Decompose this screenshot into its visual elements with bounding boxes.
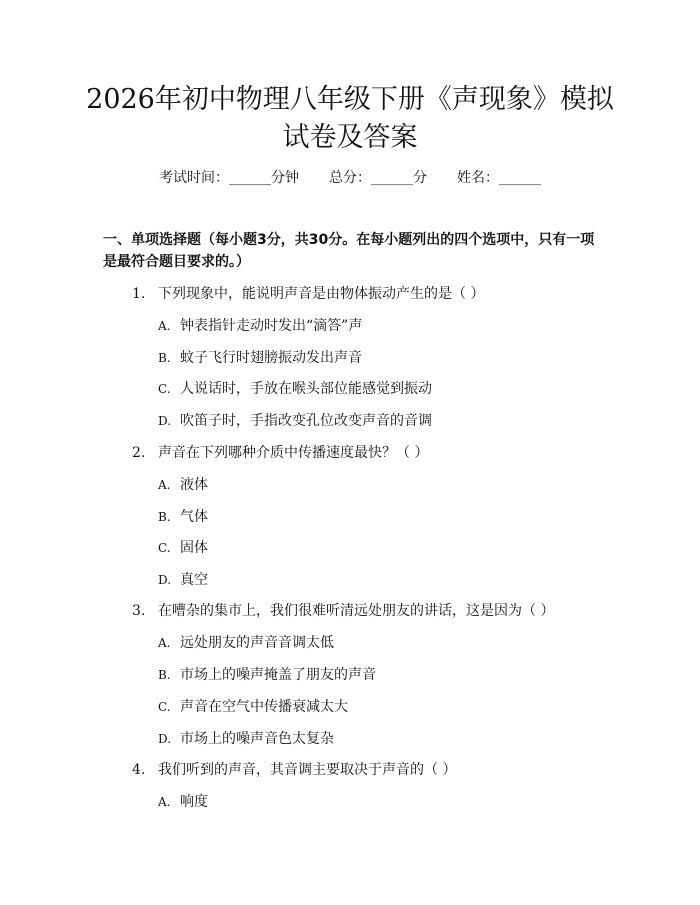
question-3-option-c — [158, 696, 348, 716]
question-text: 在嘈杂的集市上，我们很难听清远处朋友的讲话，这是因为（ ） — [158, 603, 555, 619]
question-2-option-b — [158, 506, 208, 526]
option-text: 声音在空气中传播衰减太大 — [180, 699, 348, 715]
option-letter: C. — [158, 700, 171, 714]
option-text: 钟表指针走动时发出“滴答”声 — [180, 318, 363, 334]
option-text: 液体 — [180, 477, 208, 493]
section-heading-line-2: 是最符合题目要求的。） — [103, 254, 250, 270]
question-1 — [132, 283, 484, 303]
question-4 — [132, 759, 456, 779]
option-letter: B. — [158, 351, 171, 365]
option-text: 远处朋友的声音音调太低 — [180, 635, 334, 651]
question-3-option-b — [158, 664, 376, 684]
student-name-field: 姓名：______ — [457, 170, 541, 186]
question-4-option-a — [158, 791, 208, 811]
option-text: 人说话时，手放在喉头部位能感觉到振动 — [180, 381, 432, 397]
option-text: 气体 — [180, 509, 208, 525]
question-1-option-a — [158, 315, 362, 335]
page-title-line-1: 2026年初中物理八年级下册《声现象》模拟 — [86, 84, 614, 115]
question-number: 1. — [132, 286, 146, 302]
exam-meta — [0, 167, 700, 187]
option-text: 市场上的噪声掩盖了朋友的声音 — [180, 667, 376, 683]
option-letter: D. — [158, 732, 172, 746]
option-text: 真空 — [180, 572, 208, 588]
option-letter: C. — [158, 541, 171, 555]
question-2-option-d — [158, 569, 208, 589]
question-2-option-a — [158, 474, 208, 494]
option-letter: A. — [158, 636, 171, 650]
question-1-option-d — [158, 410, 432, 430]
total-score-field: 总分：______分 — [329, 170, 427, 186]
page-title-line-2: 试卷及答案 — [282, 122, 418, 153]
option-text: 响度 — [180, 794, 208, 810]
option-letter: D. — [158, 414, 172, 428]
option-letter: C. — [158, 382, 171, 396]
question-1-option-c — [158, 378, 432, 398]
question-number: 2. — [132, 445, 146, 461]
option-text: 市场上的噪声音色太复杂 — [180, 731, 334, 747]
option-letter: A. — [158, 319, 171, 333]
option-text: 蚊子飞行时翅膀振动发出声音 — [180, 350, 362, 366]
question-3-option-d — [158, 728, 334, 748]
question-2 — [132, 442, 428, 462]
exam-time-field: 考试时间：______分钟 — [159, 170, 299, 186]
option-letter: A. — [158, 795, 171, 809]
option-letter: B. — [158, 668, 171, 682]
question-text: 声音在下列哪种介质中传播速度最快？（ ） — [158, 445, 429, 461]
option-text: 固体 — [180, 540, 208, 556]
question-text: 下列现象中，能说明声音是由物体振动产生的是（ ） — [158, 286, 485, 302]
option-text: 吹笛子时，手指改变孔位改变声音的音调 — [180, 413, 432, 429]
question-1-option-b — [158, 347, 362, 367]
question-3-option-a — [158, 632, 334, 652]
question-3 — [132, 600, 554, 620]
option-letter: B. — [158, 510, 171, 524]
section-heading — [103, 229, 603, 273]
section-heading-line-1: 一、单项选择题（每小题3分，共30分。在每小题列出的四个选项中，只有一项 — [103, 232, 595, 248]
option-letter: D. — [158, 573, 172, 587]
question-number: 4. — [132, 762, 146, 778]
question-text: 我们听到的声音，其音调主要取决于声音的（ ） — [158, 762, 457, 778]
question-number: 3. — [132, 603, 146, 619]
question-2-option-c — [158, 537, 208, 557]
option-letter: A. — [158, 478, 171, 492]
